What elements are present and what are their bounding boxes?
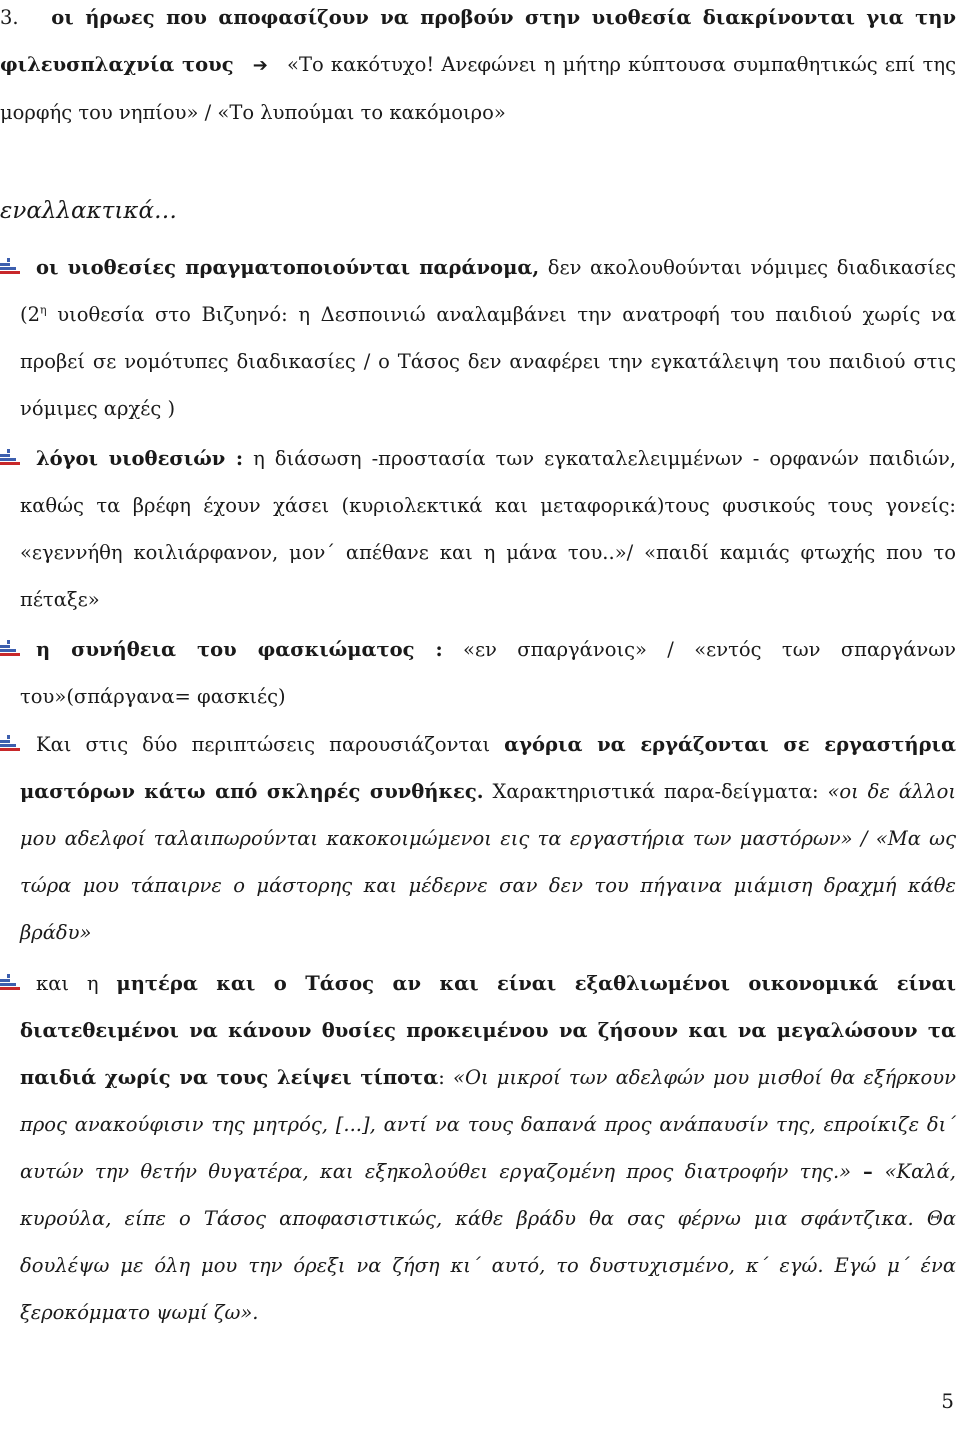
- page-number: 5: [941, 1389, 954, 1413]
- bullet-4-quote: «οι δε άλλοι μου αδελφοί ταλαιπωρούνται κακοκοιμώμενοι εις τα εργαστήρια των μαστόρων» / «Μα ως τώρα μου τάπαιρνε ο μάστορης και μέδερνε σαν δεν του πήγαινα μιάμιση δραχμή κάθε βράδυ»: [20, 780, 956, 944]
- stacked-bars-bullet-icon: [0, 962, 22, 980]
- bullet-3-text: «εν σπαργάνοις» / «εντός των σπαργάνων του»(σπάργανα= φασκιές): [20, 638, 957, 708]
- bullet-3-bold: η συνήθεια του φασκιώματος :: [36, 638, 443, 661]
- item-quote-text: «Το κακότυχο! Ανεφώνει η μήτηρ κύπτουσα συμπαθητικώς επί της μορφής του νηπίου» / «Το λυπούμαι το κακόμοιρο»: [0, 53, 956, 124]
- numbered-item-3: [0, 0, 956, 136]
- stacked-bars-bullet-icon: [0, 628, 22, 646]
- bullet-paragraph-5: [20, 960, 956, 1336]
- bullet-1-text-a: δεν ακολουθούνται νόμιμες διαδικασίες (2: [20, 256, 956, 326]
- bullet-2-text: η διάσωση -προστασία των εγκαταλελειμμένων - ορφανών παιδιών, καθώς τα βρέφη έχουν χάσει (κυριολεκτικά και μεταφορικά)τους φυσικούς τους γονείς: «εγεννήθη κοιλιάρφανον, μον΄ απέθανε και η μάνα του..»/ «παιδί καμιάς φτωχής που το πέταξε»: [20, 447, 956, 611]
- bullet-5-bold: μητέρα και ο Τάσος αν και είναι εξαθλιωμένοι οικονομικά είναι διατεθειμένοι να κάνουν θυσίες προκειμένου να ζήσουν και να μεγαλώσουν τα παιδιά χωρίς να τους λείψει τίποτα: [20, 972, 956, 1089]
- stacked-bars-bullet-icon: [0, 723, 22, 741]
- bullet-paragraph-2: [20, 435, 956, 623]
- bullet-paragraph-3: [20, 626, 956, 720]
- right-arrow-icon: ➔: [252, 55, 268, 76]
- item-number: 3.: [0, 6, 19, 29]
- bullet-1-bold: οι υιοθεσίες πραγματοποιούνται παράνομα,: [36, 256, 540, 279]
- superscript: η: [40, 303, 47, 317]
- bullet-5-text-b: :: [438, 1066, 454, 1089]
- bullet-5-quote-a: «Οι μικροί των αδελφών μου μισθοί θα εξήρκουν προς ανακούφισιν της μητρός, [...], αντί να τους δαπανά προς ανάπαυσίν της, επροίκιζε δι΄ αυτών την θετήν θυγατέρα, και εξηκολούθει εργαζομένη προς διατροφήν της.»: [20, 1066, 956, 1183]
- bullet-4-text-b: Χαρακτηριστικά παρα-δείγματα:: [483, 780, 828, 803]
- bullet-5-quote-b: «Καλά, κυρούλα, είπε ο Τάσος αποφασιστικώς, κάθε βράδυ θα σας φέρνω μια σφάντζικα. Θα δουλέψω με όλη μου την όρεξι να ζήση κι΄ αυτό, το δυστυχισμένο, κ΄ εγώ. Εγώ μ΄ ένα ξεροκόμματο ψωμί ζω».: [20, 1160, 956, 1324]
- stacked-bars-bullet-icon: [0, 246, 22, 264]
- section-heading: εναλλακτικά…: [0, 198, 177, 224]
- stacked-bars-bullet-icon: [0, 437, 22, 455]
- bullet-4-text-a: Και στις δύο περιπτώσεις παρουσιάζονται: [36, 733, 505, 756]
- bullet-paragraph-4: [20, 721, 956, 956]
- bullet-1-text-b: υιοθεσία στο Βιζυηνό: η Δεσποινιώ αναλαμβάνει την ανατροφή του παιδιού χωρίς να προβεί σε νομότυπες διαδικασίες / ο Τάσος δεν αναφέρει την εγκατάλειψη του παιδιού στις νόμιμες αρχές ): [20, 303, 956, 420]
- bullet-2-bold: λόγοι υιοθεσιών :: [36, 447, 244, 470]
- bullet-5-text-a: και η: [36, 972, 117, 995]
- bullet-4-bold: αγόρια να εργάζονται σε εργαστήρια μαστόρων κάτω από σκληρές συνθήκες.: [20, 733, 956, 803]
- bullet-paragraph-1: [20, 244, 956, 432]
- bullet-5-dash: –: [851, 1160, 885, 1183]
- item-bold-text: οι ήρωες που αποφασίζουν να προβούν στην υιοθεσία διακρίνονται για την φιλευσπλαχνία τους: [0, 6, 956, 76]
